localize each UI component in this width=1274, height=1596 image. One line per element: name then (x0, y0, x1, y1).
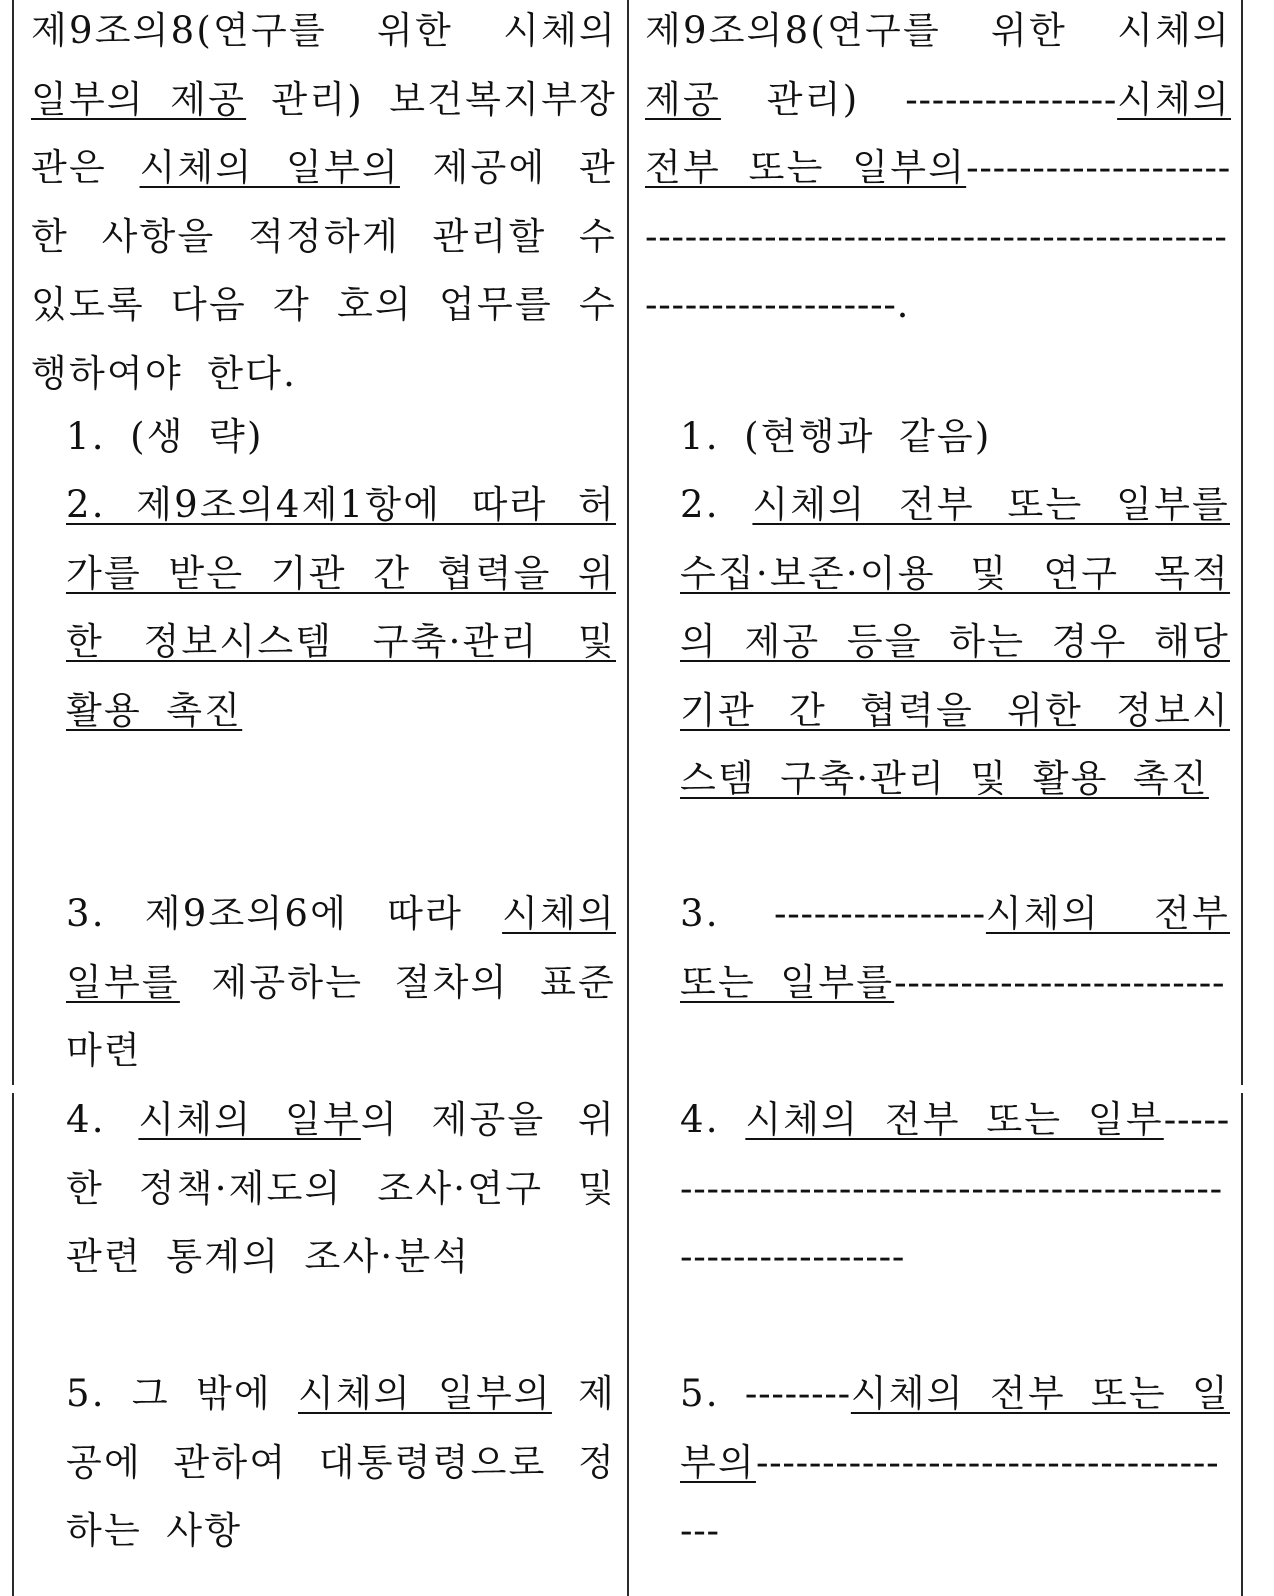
left-item-5 (66, 1360, 616, 1566)
left-item-4-text: 의 제공을 위한 정책·제도의 조사·연구 및 관련 통계의 조사·분석 (66, 1098, 616, 1278)
column-divider (627, 0, 629, 1596)
right-item-2-text: 2. (680, 483, 753, 526)
left-item-2-text: 2. 제9조의4제1항에 따라 허가를 받은 기관 간 협력을 위한 정보시스템 구축·관리 및 활용 촉진 (66, 483, 616, 732)
right-item-3 (680, 880, 1230, 1017)
right-item-5-amended-part: 시체의 전부 또는 일부의 (680, 1372, 1230, 1484)
left-item-4-text: 4. (66, 1098, 139, 1141)
table-border-right-lower (1241, 1093, 1243, 1596)
right-item-3-text: 3. (680, 892, 775, 935)
left-heading-text: 관리) 보건복지부장관은 (31, 77, 617, 189)
right-item-4 (680, 1086, 1230, 1292)
left-item-5-text: 제공에 관하여 대통령령으로 정하는 사항 (66, 1372, 616, 1552)
right-item-5-unchanged-dashes: -------- (744, 1372, 851, 1415)
left-item-5-amended-part: 시체의 일부의 (298, 1372, 552, 1415)
table-border-left-upper (12, 0, 14, 1085)
left-item-3 (66, 880, 616, 1086)
left-item-3-text: 제공하는 절차의 표준 마련 (66, 960, 616, 1072)
right-heading-unchanged-dashes: -----------------------------------------------------------------------------------. (645, 146, 1231, 326)
left-heading-text: 제공에 관한 사항을 적정하게 관리할 수 있도록 다음 각 호의 업무를 수행하여야 한다. (31, 146, 618, 395)
table-border-right-upper (1241, 0, 1243, 1085)
right-article-heading (645, 0, 1231, 340)
right-item-1: 1. (현행과 같음) (680, 415, 992, 458)
right-item-2-amended-part: 시체의 전부 또는 일부를 수집·보존·이용 및 연구 목적의 제공 등을 하는 경우 해당 기관 간 협력을 위한 정보시스템 구축·관리 및 활용 촉진 (680, 483, 1230, 800)
left-item-5-text: 5. 그 밖에 (66, 1372, 298, 1415)
right-item-5 (680, 1360, 1230, 1566)
right-item-4-unchanged-dashes: --------------------------------------------------------------- (680, 1098, 1230, 1278)
right-heading-text: 관리) (720, 77, 906, 121)
left-item-3-text: 3. 제9조의6에 따라 (66, 892, 503, 935)
right-heading-amended-part: 제공 (645, 77, 721, 121)
right-item-3-unchanged-dashes: ------------------------- (894, 960, 1226, 1004)
right-item-2 (680, 471, 1230, 814)
left-item-2 (66, 471, 616, 745)
left-item-4 (66, 1086, 616, 1292)
right-heading-amended-part: 시체의 전부 또는 일부의 (645, 77, 1231, 189)
right-heading-text: 제9조의8(연구를 위한 시체의 (645, 9, 1231, 52)
left-item-1: 1. (생 략) (66, 415, 264, 458)
table-border-left-lower (12, 1093, 14, 1596)
left-item-4-amended-part: 시체의 일부 (138, 1098, 361, 1141)
left-item-3-amended-part: 시체의 일부를 (66, 892, 616, 1004)
right-item-5-text: 5. (680, 1372, 745, 1415)
left-heading-amended-part: 일부의 제공 (31, 77, 247, 121)
right-item-4-text: 4. (680, 1098, 746, 1141)
left-heading-amended-part: 시체의 일부의 (139, 146, 400, 189)
left-heading-text: 제9조의8(연구를 위한 시체의 (31, 9, 617, 52)
right-heading-unchanged-dashes: ---------------- (905, 77, 1118, 121)
right-item-3-unchanged-dashes: ---------------- (774, 892, 986, 935)
right-item-4-amended-part: 시체의 전부 또는 일부 (745, 1098, 1164, 1141)
left-article-heading (31, 0, 617, 408)
right-item-3-amended-part: 시체의 전부 또는 일부를 (680, 892, 1230, 1004)
right-item-5-unchanged-dashes: -------------------------------------- (680, 1440, 1220, 1552)
